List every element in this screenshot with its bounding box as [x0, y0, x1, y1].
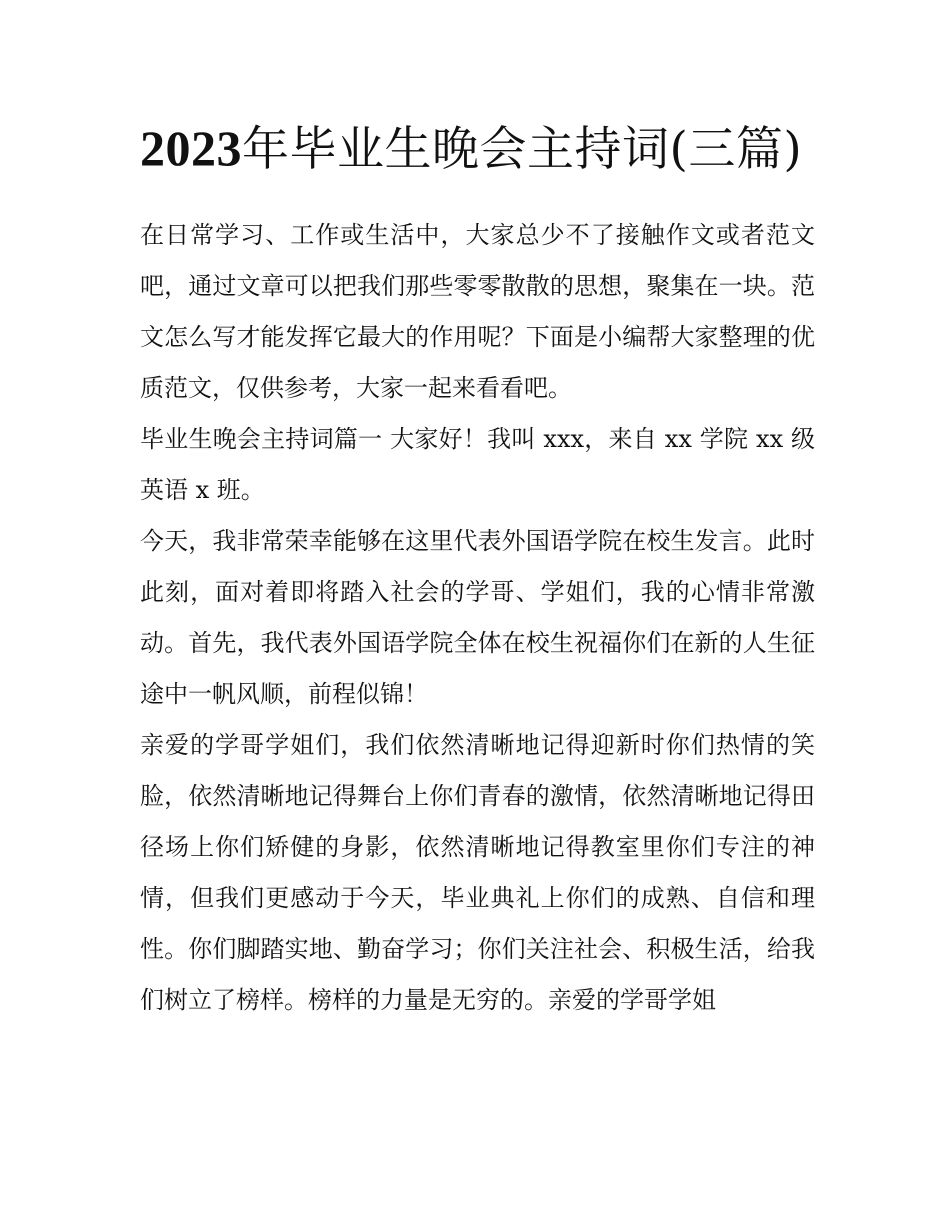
- title-year: 2023: [140, 120, 242, 176]
- paragraph-intro: 在日常学习、工作或生活中，大家总少不了接触作文或者范文吧，通过文章可以把我们那些零零散散的思想，聚集在一块。范文怎么写才能发挥它最大的作用呢？下面是小编帮大家整理的优质范文，仅供参考，大家一起来看看吧。: [140, 221, 815, 402]
- paragraph-memories: 亲爱的学哥学姐们，我们依然清晰地记得迎新时你们热情的笑脸，依然清晰地记得舞台上你们青春的激情，依然清晰地记得田径场上你们矫健的身影，依然清晰地记得教室里你们专注的神情，但我们更感动于今天，毕业典礼上你们的成熟、自信和理性。你们脚踏实地、勤奋学习；你们关注社会、积极生活，给我们树立了榜样。榜样的力量是无穷的。亲爱的学哥学姐: [140, 731, 815, 1014]
- document-body: [140, 110, 815, 1026]
- document-title: [140, 110, 815, 188]
- title-text: 年毕业生晚会主持词(三篇): [242, 122, 803, 177]
- paragraph-today: 今天，我非常荣幸能够在这里代表外国语学院在校生发言。此时此刻，面对着即将踏入社会的学哥、学姐们，我的心情非常激动。首先，我代表外国语学院全体在校生祝福你们在新的人生征途中一帆风顺，前程似锦！: [140, 527, 815, 708]
- paragraph-greeting: 毕业生晚会主持词篇一 大家好！我叫 xxx，来自 xx 学院 xx 级英语 x 班。: [140, 425, 815, 504]
